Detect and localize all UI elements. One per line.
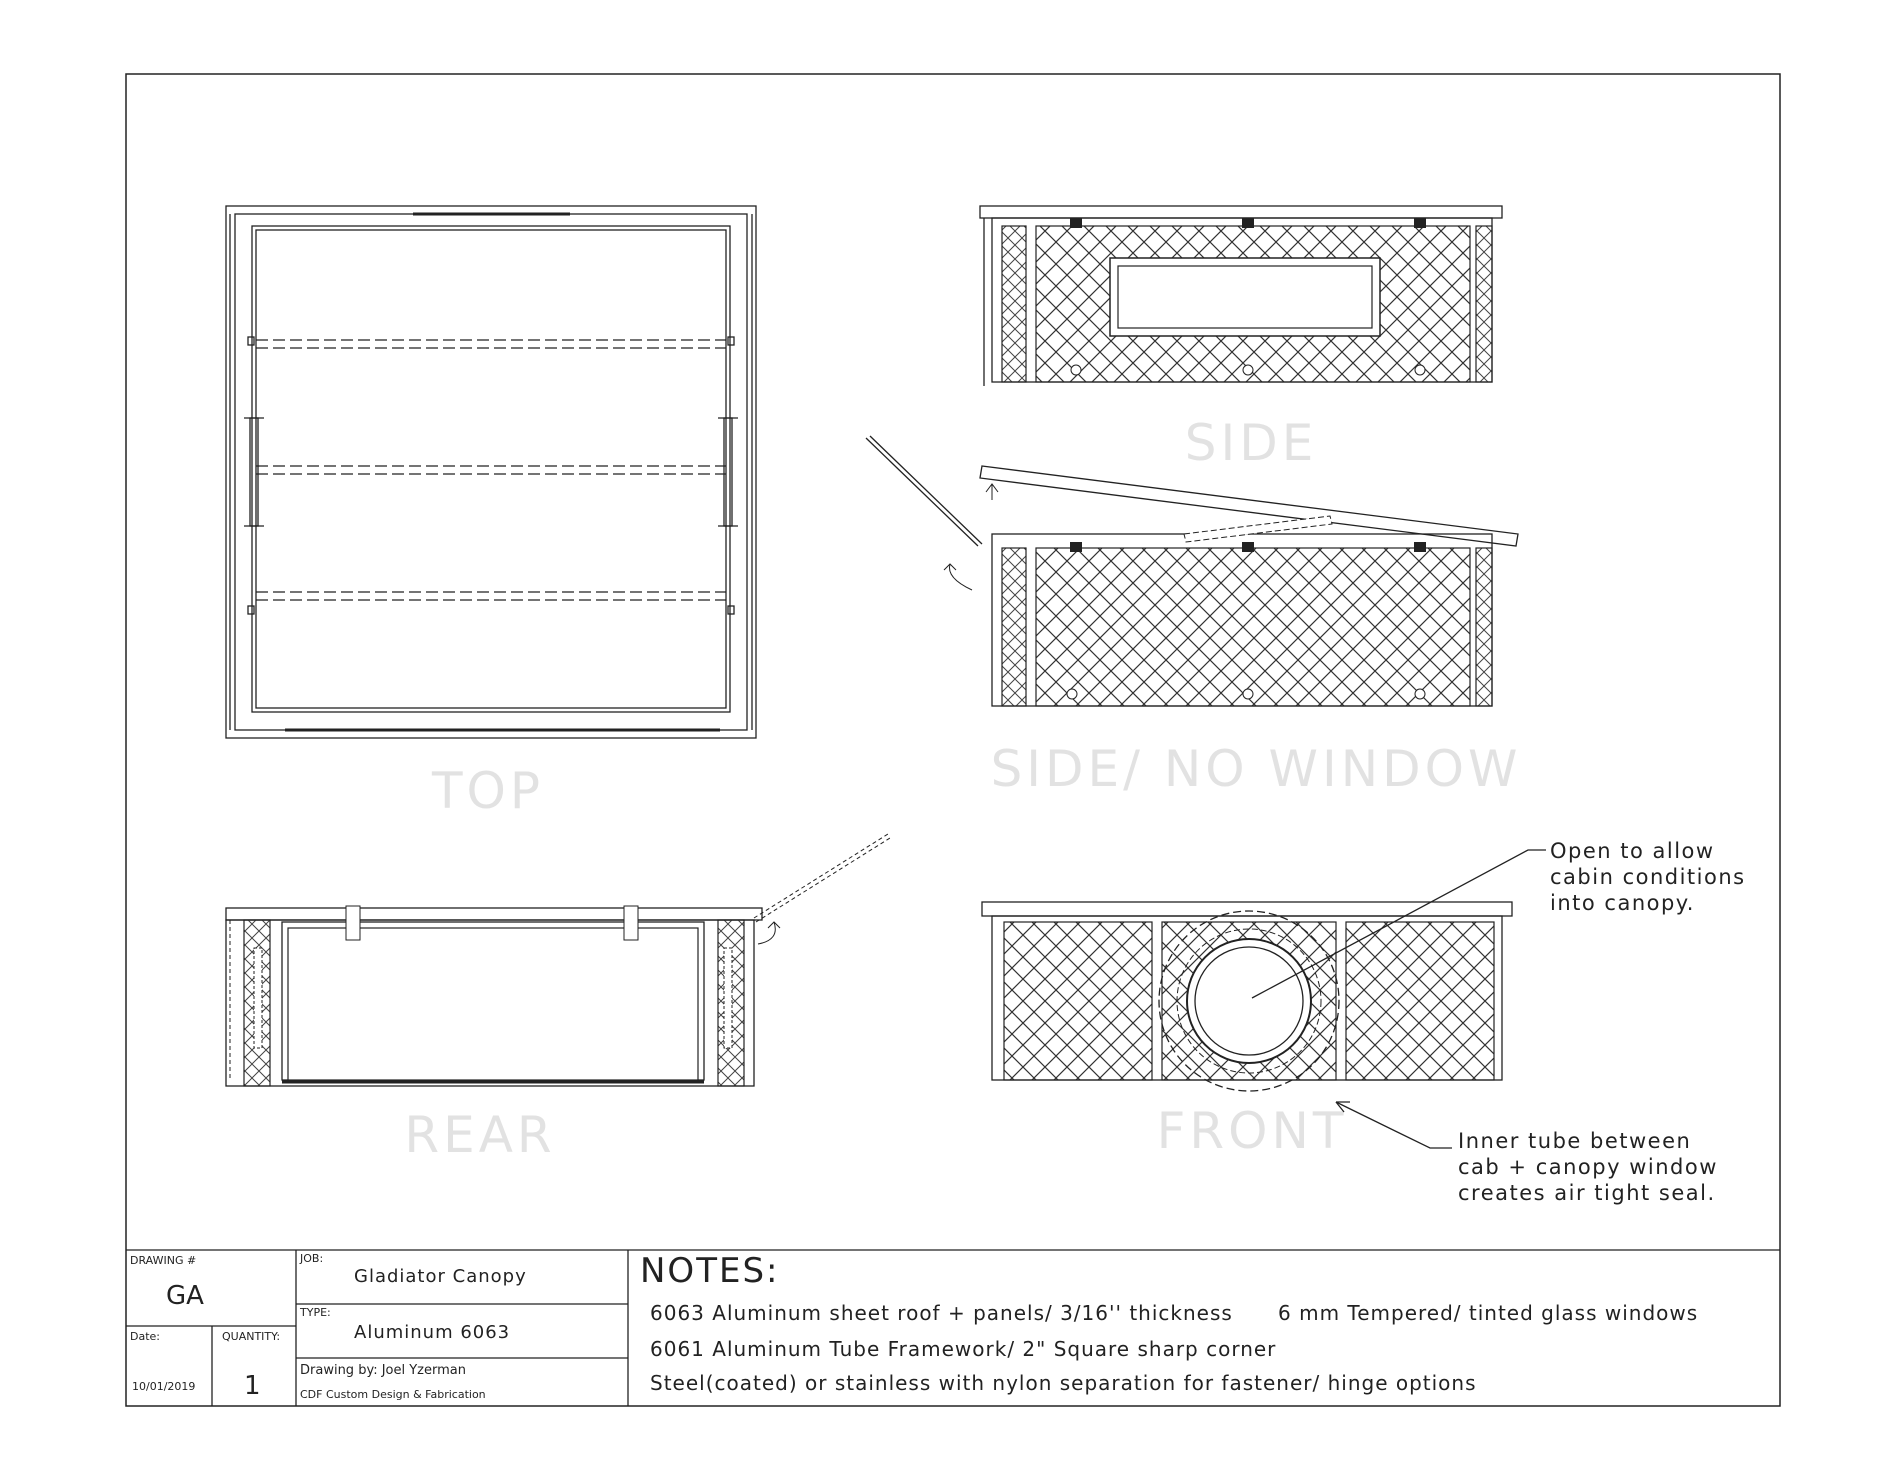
view-label-top: TOP: [431, 762, 545, 820]
note-line-3: Steel(coated) or stainless with nylon separation for fastener/ hinge options: [650, 1371, 1477, 1395]
rear-view: [226, 834, 890, 1086]
quantity-value: 1: [244, 1371, 261, 1401]
view-label-rear: REAR: [404, 1106, 556, 1164]
view-label-front: FRONT: [1156, 1102, 1348, 1160]
job-value: Gladiator Canopy: [354, 1266, 527, 1287]
view-label-side: SIDE: [1184, 414, 1318, 472]
note-line-2: 6061 Aluminum Tube Framework/ 2" Square sharp corner: [650, 1337, 1277, 1361]
sheet-border: [126, 74, 1780, 1406]
callout-open-line2: cabin conditions: [1550, 865, 1746, 889]
note-line-1: 6063 Aluminum sheet roof + panels/ 3/16'' thickness: [650, 1301, 1233, 1325]
callout-open-line1: Open to allow: [1550, 839, 1715, 863]
side-view: [980, 206, 1502, 386]
notes-label: NOTES:: [640, 1251, 780, 1291]
front-view: [982, 902, 1512, 1091]
date-label: Date:: [130, 1330, 160, 1343]
callout-inner-line1: Inner tube between: [1458, 1129, 1692, 1153]
drawn-by: Drawing by: Joel Yzerman: [300, 1363, 466, 1378]
note-extra: 6 mm Tempered/ tinted glass windows: [1278, 1301, 1699, 1325]
side-no-window-view: [866, 436, 1518, 706]
type-label: TYPE:: [300, 1306, 331, 1319]
top-view: [226, 206, 756, 738]
callout-inner-line3: creates air tight seal.: [1458, 1181, 1716, 1205]
drawing-number-value: GA: [166, 1281, 204, 1311]
date-value: 10/01/2019: [132, 1380, 196, 1393]
callout-open-line3: into canopy.: [1550, 891, 1695, 915]
drawing-number-label: DRAWING #: [130, 1254, 197, 1267]
job-label: JOB:: [300, 1252, 324, 1265]
view-label-side-no-window: SIDE/ NO WINDOW: [990, 740, 1522, 798]
quantity-label: QUANTITY:: [222, 1330, 281, 1343]
company-name: CDF Custom Design & Fabrication: [300, 1388, 486, 1401]
callout-inner-line2: cab + canopy window: [1458, 1155, 1718, 1179]
type-value: Aluminum 6063: [354, 1322, 511, 1343]
